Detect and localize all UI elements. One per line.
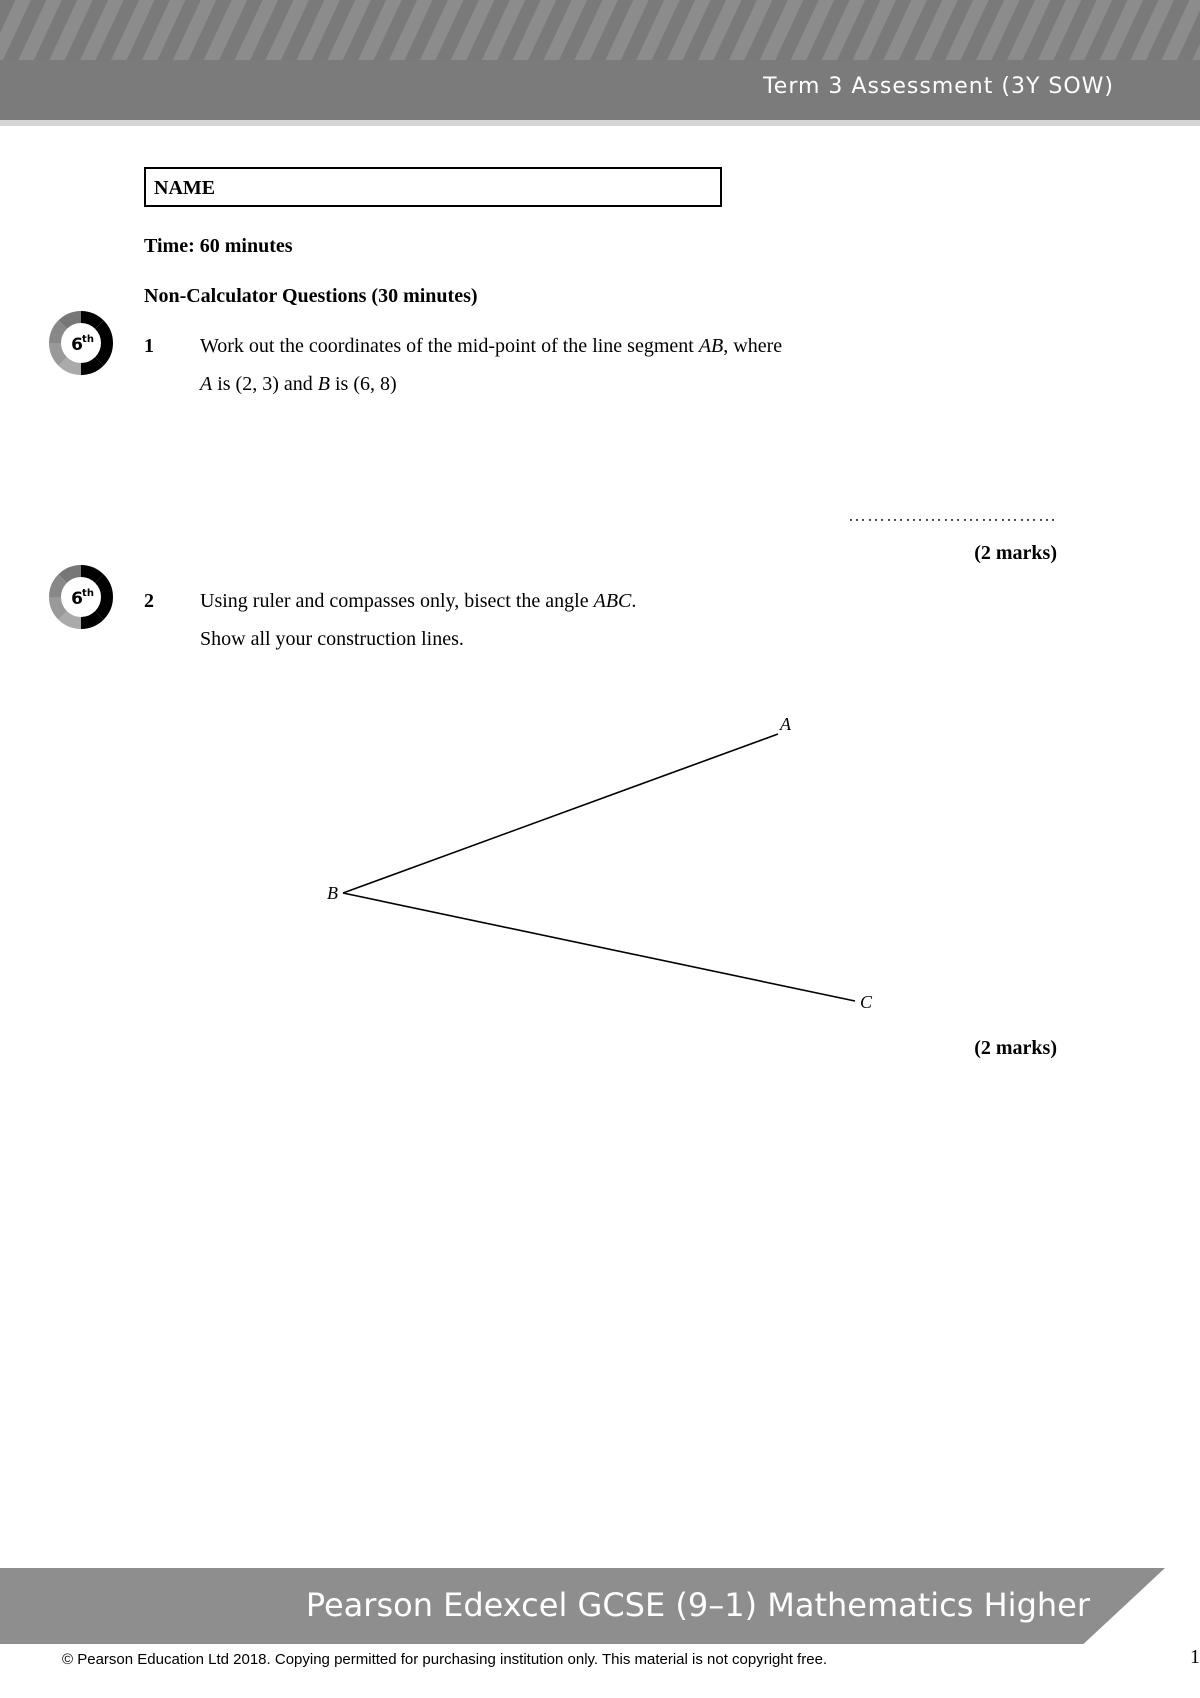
question-text: Work out the coordinates of the mid-point of the line segment AB, where A is (2, 3) and B is (6, 8) xyxy=(200,335,783,395)
grade-badge-icon xyxy=(47,309,115,377)
header-band xyxy=(0,0,1200,120)
name-field[interactable] xyxy=(144,167,722,207)
marks-label: (2 marks) xyxy=(974,542,1057,564)
grade-badge-icon xyxy=(47,563,115,631)
line-bc xyxy=(343,893,855,1001)
copyright-notice: © Pearson Education Ltd 2018. Copying permitted for purchasing institution only. This material is not copyright free. xyxy=(62,1651,828,1668)
marks-label: (2 marks) xyxy=(974,1037,1057,1059)
badge-grade: 6 xyxy=(71,589,83,609)
page-number: 1 xyxy=(1190,1646,1200,1668)
question-number: 1 xyxy=(144,335,154,357)
name-label: NAME xyxy=(154,177,216,199)
label-c: C xyxy=(860,992,873,1012)
badge-suffix: th xyxy=(82,334,94,345)
badge-suffix: th xyxy=(82,588,94,599)
assessment-title: Term 3 Assessment (3Y SOW) xyxy=(763,74,1114,99)
header-divider xyxy=(0,120,1200,126)
section-title: Non-Calculator Questions (30 minutes) xyxy=(144,285,478,307)
answer-line[interactable]: …………………………… xyxy=(848,505,1057,525)
label-a: A xyxy=(780,714,791,734)
time-limit: Time: 60 minutes xyxy=(144,235,293,257)
question-text: Using ruler and compasses only, bisect the angle ABC. Show all your construction lines. xyxy=(200,590,637,650)
line-ba xyxy=(343,734,778,893)
badge-grade: 6 xyxy=(71,335,83,355)
footer-title: Pearson Edexcel GCSE (9–1) Mathematics Higher xyxy=(305,1586,1090,1624)
question-number: 2 xyxy=(144,590,154,612)
label-b: B xyxy=(327,883,338,903)
